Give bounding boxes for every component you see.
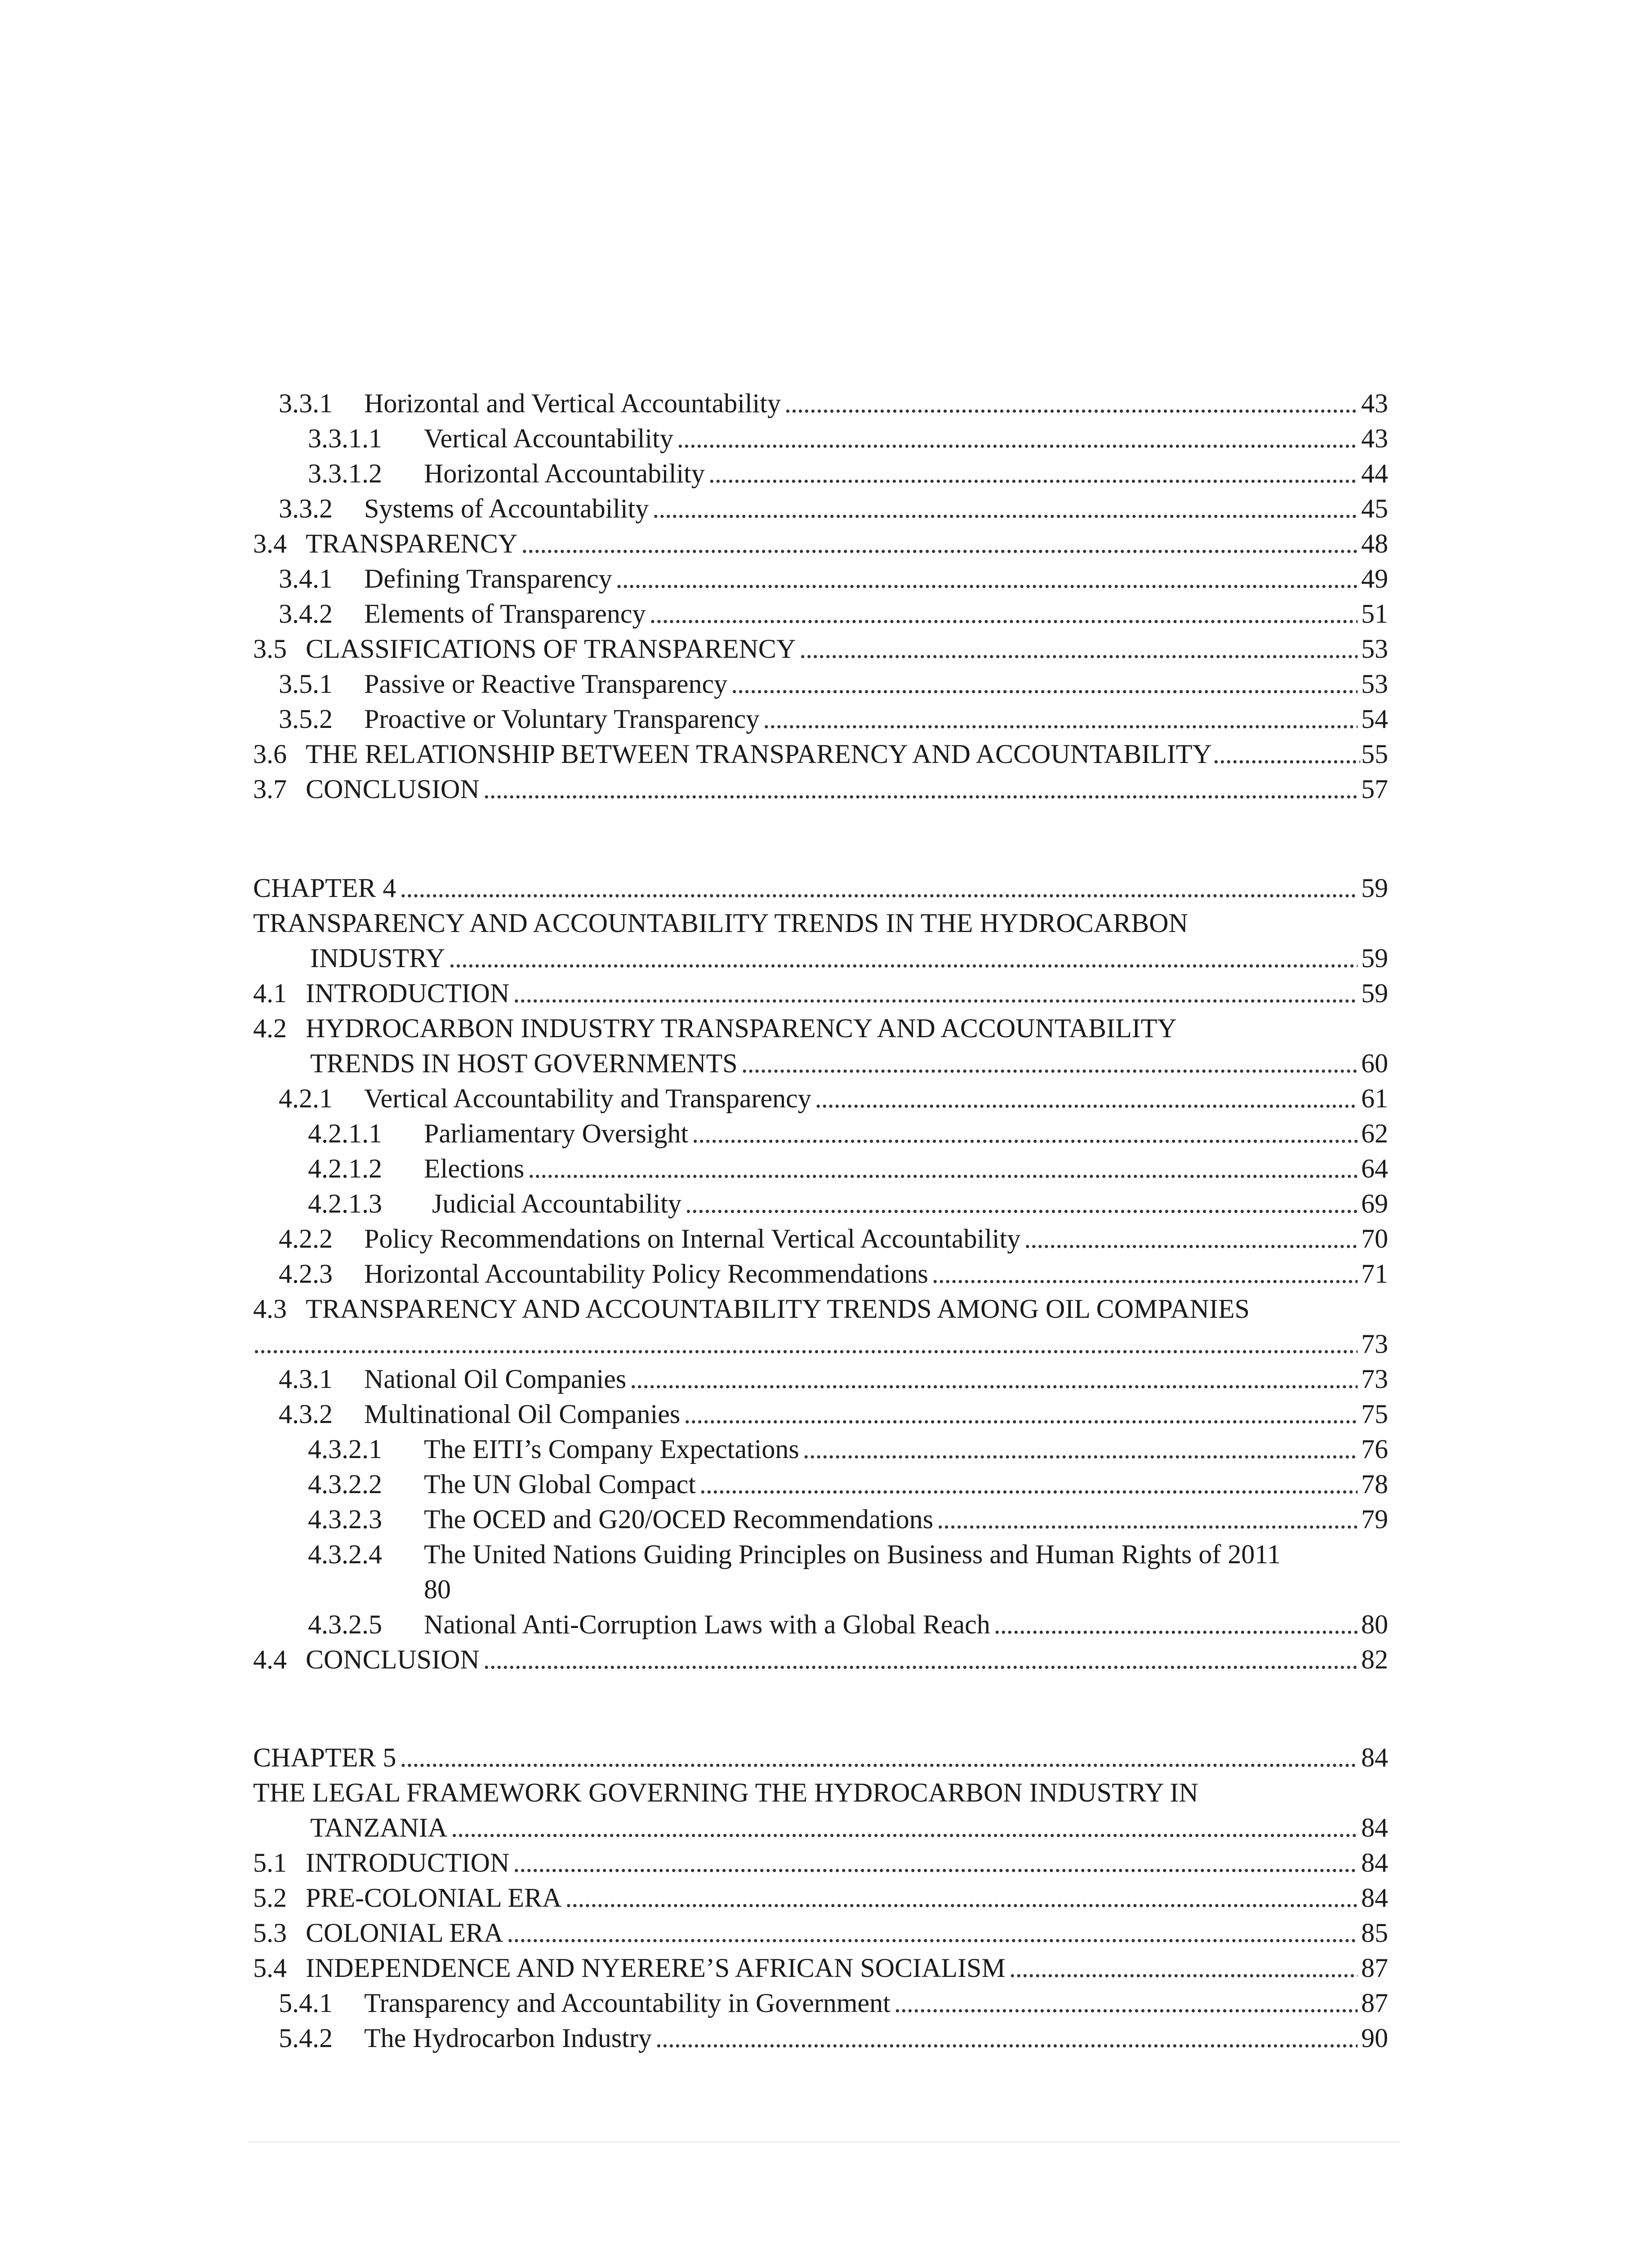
- toc-entry[interactable]: [253, 1950, 1388, 1985]
- toc-number: 5.4: [253, 1953, 287, 1983]
- toc-number: 3.3.1.2: [308, 459, 382, 488]
- toc-number: 4.1: [253, 978, 287, 1008]
- toc-entry[interactable]: [308, 1151, 1388, 1186]
- dot-leader: [400, 1740, 1358, 1775]
- toc-page-number: 53: [1361, 669, 1388, 699]
- toc-number: 3.4: [253, 529, 287, 558]
- toc-number: 3.3.1.1: [308, 424, 382, 453]
- toc-entry-chapter[interactable]: [253, 1740, 1388, 1775]
- toc-entry[interactable]: [253, 1291, 1388, 1326]
- toc-title: TANZANIA: [310, 1813, 448, 1842]
- toc-page-number: 80: [1361, 1610, 1388, 1639]
- toc-entry[interactable]: [279, 1396, 1388, 1432]
- dot-leader: [652, 491, 1358, 526]
- toc-entry[interactable]: [308, 421, 1388, 456]
- dot-leader: [699, 1467, 1358, 1502]
- toc-title: HYDROCARBON INDUSTRY TRANSPARENCY AND ACCOUNTABILITY: [306, 1013, 1177, 1043]
- toc-page-number: 80: [424, 1574, 451, 1604]
- dot-leader: [400, 870, 1358, 905]
- toc-entry[interactable]: [253, 1915, 1388, 1950]
- toc-title: Multinational Oil Companies: [364, 1399, 681, 1429]
- dot-leader: [451, 1810, 1358, 1845]
- toc-page-number: 60: [1361, 1048, 1388, 1078]
- toc-page-number: 79: [1361, 1504, 1388, 1534]
- toc-title: Horizontal Accountability Policy Recommendations: [364, 1259, 928, 1289]
- toc-entry[interactable]: [279, 1256, 1388, 1291]
- toc-title: Judicial Accountability: [432, 1189, 681, 1218]
- dot-leader: [521, 526, 1358, 561]
- toc-title: Parliamentary Oversight: [424, 1119, 689, 1148]
- dot-leader: [483, 1642, 1358, 1677]
- toc-entry-chapter-title: [253, 1775, 1388, 1810]
- toc-page-number: 82: [1361, 1645, 1388, 1674]
- dot-leader: [655, 2021, 1358, 2056]
- dot-leader: [630, 1361, 1358, 1396]
- toc-number: 5.1: [253, 1848, 287, 1878]
- toc-page-number: 43: [1361, 424, 1388, 453]
- toc-title: The UN Global Compact: [424, 1469, 696, 1499]
- toc-page-number: 49: [1361, 564, 1388, 593]
- dot-leader: [741, 1046, 1358, 1081]
- toc-title: INTRODUCTION: [306, 1848, 510, 1878]
- toc-page-number: 62: [1361, 1119, 1388, 1148]
- toc-title: The Hydrocarbon Industry: [364, 2023, 652, 2053]
- toc-page-number: 85: [1361, 1918, 1388, 1948]
- toc-number: 3.4.2: [279, 599, 333, 629]
- toc-entry[interactable]: [253, 1845, 1388, 1880]
- toc-title: The OCED and G20/OCED Recommendations: [424, 1504, 934, 1534]
- toc-title: Horizontal and Vertical Accountability: [364, 388, 781, 418]
- toc-entry[interactable]: [279, 701, 1388, 736]
- dot-leader: [1009, 1950, 1358, 1985]
- toc-entry[interactable]: [253, 526, 1388, 561]
- toc-title: The EITI’s Company Expectations: [424, 1434, 799, 1464]
- toc-number: 4.3: [253, 1294, 287, 1324]
- dot-leader: [731, 666, 1358, 701]
- toc-entry[interactable]: [279, 1985, 1388, 2021]
- toc-title: Transparency and Accountability in Government: [364, 1988, 891, 2018]
- toc-title: CHAPTER 5: [253, 1743, 396, 1772]
- toc-page-number: 87: [1361, 1953, 1388, 1983]
- toc-page-number: 87: [1361, 1988, 1388, 2018]
- dot-leader: [513, 1845, 1358, 1880]
- footer-divider: [249, 2141, 1399, 2142]
- dot-leader: [677, 421, 1358, 456]
- toc-number: 3.5: [253, 634, 287, 664]
- toc-entry[interactable]: [253, 1880, 1388, 1915]
- toc-number: 3.3.2: [279, 494, 333, 523]
- toc-page-number: 90: [1361, 2023, 1388, 2053]
- toc-entry[interactable]: [308, 1467, 1388, 1502]
- toc-number: 4.3.2.5: [308, 1610, 382, 1639]
- dot-leader: [528, 1151, 1358, 1186]
- toc-page-number: 64: [1361, 1154, 1388, 1183]
- toc-number: 4.2.1.3: [308, 1189, 382, 1218]
- toc-number: 5.3: [253, 1918, 287, 1948]
- toc-number: 4.2.3: [279, 1259, 333, 1289]
- dot-leader: [994, 1607, 1358, 1642]
- toc-page-number: 84: [1361, 1883, 1388, 1913]
- toc-page-number: 61: [1361, 1084, 1388, 1113]
- toc-entry[interactable]: [253, 1326, 1388, 1361]
- toc-entry[interactable]: [253, 631, 1388, 666]
- toc-title: TRENDS IN HOST GOVERNMENTS: [310, 1048, 738, 1078]
- dot-leader: [937, 1502, 1358, 1537]
- toc-title: Proactive or Voluntary Transparency: [364, 704, 760, 734]
- toc-page-number: 75: [1361, 1399, 1388, 1429]
- toc-entry[interactable]: [308, 1537, 1388, 1572]
- toc-title: Passive or Reactive Transparency: [364, 669, 728, 699]
- toc-number: 4.3.2.3: [308, 1504, 382, 1534]
- toc-entry[interactable]: [253, 1642, 1388, 1677]
- dot-leader: [784, 386, 1358, 421]
- dot-leader: [684, 1396, 1358, 1432]
- toc-number: 5.2: [253, 1883, 287, 1913]
- dot-leader: [708, 456, 1358, 491]
- toc-page-number: 59: [1361, 943, 1388, 973]
- toc-entry[interactable]: [310, 1046, 1388, 1081]
- toc-title: THE LEGAL FRAMEWORK GOVERNING THE HYDROCARBON INDUSTRY IN: [253, 1778, 1198, 1807]
- toc-page-number: 57: [1361, 774, 1388, 804]
- toc-page-number: 51: [1361, 599, 1388, 629]
- toc-number: 4.2: [253, 1013, 287, 1043]
- dot-leader: [799, 631, 1358, 666]
- toc-page-number: 44: [1361, 459, 1388, 488]
- toc-title: PRE-COLONIAL ERA: [306, 1883, 562, 1913]
- toc-entry[interactable]: [310, 941, 1388, 976]
- toc-entry[interactable]: [279, 596, 1388, 631]
- dot-leader: [685, 1186, 1358, 1221]
- toc-entry[interactable]: [310, 1810, 1388, 1845]
- toc-page-number: 78: [1361, 1469, 1388, 1499]
- toc-title: The United Nations Guiding Principles on Business and Human Rights of 2011: [424, 1539, 1281, 1569]
- toc-number: 4.4: [253, 1645, 287, 1674]
- toc-entry[interactable]: [279, 491, 1388, 526]
- toc-entry[interactable]: [279, 1081, 1388, 1116]
- toc-title: INDEPENDENCE AND NYERERE’S AFRICAN SOCIALISM: [306, 1953, 1006, 1983]
- toc-number: 5.4.2: [279, 2023, 333, 2053]
- toc-title: CONCLUSION: [306, 1645, 480, 1674]
- toc-title: Policy Recommendations on Internal Vertical Accountability: [364, 1224, 1021, 1253]
- toc-entry[interactable]: [279, 666, 1388, 701]
- dot-leader: [483, 772, 1358, 807]
- toc-entry[interactable]: [279, 2021, 1388, 2056]
- toc-page-number: 84: [1361, 1813, 1388, 1842]
- toc-title: Vertical Accountability: [424, 424, 673, 453]
- toc-entry[interactable]: [308, 1116, 1388, 1151]
- dot-leader: [815, 1081, 1358, 1116]
- toc-title: TRANSPARENCY AND ACCOUNTABILITY TRENDS AMONG OIL COMPANIES: [306, 1294, 1250, 1324]
- toc-number: 3.5.1: [279, 669, 333, 699]
- toc-page-number: 70: [1361, 1224, 1388, 1253]
- toc-entry[interactable]: [253, 772, 1388, 807]
- toc-title: CONCLUSION: [306, 774, 480, 804]
- dot-leader: [894, 1985, 1358, 2021]
- toc-title: COLONIAL ERA: [306, 1918, 503, 1948]
- toc-page-number: 45: [1361, 494, 1388, 523]
- toc-page-number: 84: [1361, 1848, 1388, 1878]
- toc-number: 4.3.2.1: [308, 1434, 382, 1464]
- toc-page-number: 76: [1361, 1434, 1388, 1464]
- toc-title: THE RELATIONSHIP BETWEEN TRANSPARENCY AND ACCOUNTABILITY: [306, 739, 1212, 769]
- toc-page-number: 69: [1361, 1189, 1388, 1218]
- toc-title: CHAPTER 4: [253, 873, 396, 903]
- toc-page-number: 59: [1361, 873, 1388, 903]
- toc-number: 3.4.1: [279, 564, 333, 593]
- toc-number: 5.4.1: [279, 1988, 333, 2018]
- toc-title: INTRODUCTION: [306, 978, 510, 1008]
- toc-title: National Anti-Corruption Laws with a Global Reach: [424, 1610, 990, 1639]
- toc-entry[interactable]: [279, 386, 1388, 421]
- toc-entry[interactable]: [308, 1432, 1388, 1467]
- toc-number: 4.2.1.1: [308, 1119, 382, 1148]
- toc-entry[interactable]: [253, 1011, 1388, 1046]
- toc-title: INDUSTRY: [310, 943, 445, 973]
- toc-title: Vertical Accountability and Transparency: [364, 1084, 811, 1113]
- toc-entry[interactable]: [279, 1361, 1388, 1396]
- toc-page-number: 48: [1361, 529, 1388, 558]
- toc-title: National Oil Companies: [364, 1364, 627, 1394]
- toc-page-number: 55: [1361, 739, 1388, 769]
- toc-page-number: 73: [1361, 1329, 1388, 1359]
- dot-leader: [1024, 1221, 1358, 1256]
- toc-title: Elements of Transparency: [364, 599, 646, 629]
- toc-title: Horizontal Accountability: [424, 459, 705, 488]
- toc-entry[interactable]: [279, 1221, 1388, 1256]
- dot-leader: [507, 1915, 1358, 1950]
- dot-leader: [253, 1326, 1358, 1361]
- toc-title: CLASSIFICATIONS OF TRANSPARENCY: [306, 634, 796, 664]
- toc-number: 3.6: [253, 739, 287, 769]
- toc-page-number: 84: [1361, 1743, 1388, 1772]
- toc-number: 4.2.2: [279, 1224, 333, 1253]
- toc-entry[interactable]: [253, 976, 1388, 1011]
- toc-entry[interactable]: [308, 1607, 1388, 1642]
- toc-entry-continuation: [424, 1572, 1388, 1607]
- toc-number: 3.7: [253, 774, 287, 804]
- toc-number: 4.3.2.2: [308, 1469, 382, 1499]
- toc-number: 4.2.1: [279, 1084, 333, 1113]
- dot-leader: [616, 561, 1358, 596]
- dot-leader: [449, 941, 1358, 976]
- toc-entry[interactable]: [308, 1186, 1388, 1221]
- toc-entry[interactable]: [308, 456, 1388, 491]
- toc-title: Systems of Accountability: [364, 494, 649, 523]
- toc-number: 4.3.2: [279, 1399, 333, 1429]
- toc-number: 4.3.1: [279, 1364, 333, 1394]
- toc-page-number: 53: [1361, 634, 1388, 664]
- toc-entry-chapter[interactable]: [253, 870, 1388, 905]
- dot-leader: [803, 1432, 1358, 1467]
- dot-leader: [763, 701, 1358, 736]
- toc-entry[interactable]: [308, 1502, 1388, 1537]
- toc-number: 3.3.1: [279, 388, 333, 418]
- toc-number: 4.2.1.2: [308, 1154, 382, 1183]
- toc-title: TRANSPARENCY AND ACCOUNTABILITY TRENDS IN THE HYDROCARBON: [253, 908, 1188, 938]
- toc-title: Elections: [424, 1154, 525, 1183]
- toc-entry[interactable]: [279, 561, 1388, 596]
- toc-number: 4.3.2.4: [308, 1539, 382, 1569]
- dot-leader: [1213, 736, 1360, 772]
- toc-page-number: 43: [1361, 388, 1388, 418]
- dot-leader: [513, 976, 1358, 1011]
- dot-leader: [565, 1880, 1358, 1915]
- toc-entry-chapter-title: [253, 905, 1388, 941]
- dot-leader: [692, 1116, 1358, 1151]
- toc-page-number: 59: [1361, 978, 1388, 1008]
- toc-page-number: 71: [1361, 1259, 1388, 1289]
- toc-title: Defining Transparency: [364, 564, 612, 593]
- toc-page-number: 54: [1361, 704, 1388, 734]
- toc-number: 3.5.2: [279, 704, 333, 734]
- dot-leader: [650, 596, 1358, 631]
- toc-entry[interactable]: [253, 736, 1388, 772]
- toc-page-number: 73: [1361, 1364, 1388, 1394]
- dot-leader: [932, 1256, 1358, 1291]
- toc-title: TRANSPARENCY: [306, 529, 518, 558]
